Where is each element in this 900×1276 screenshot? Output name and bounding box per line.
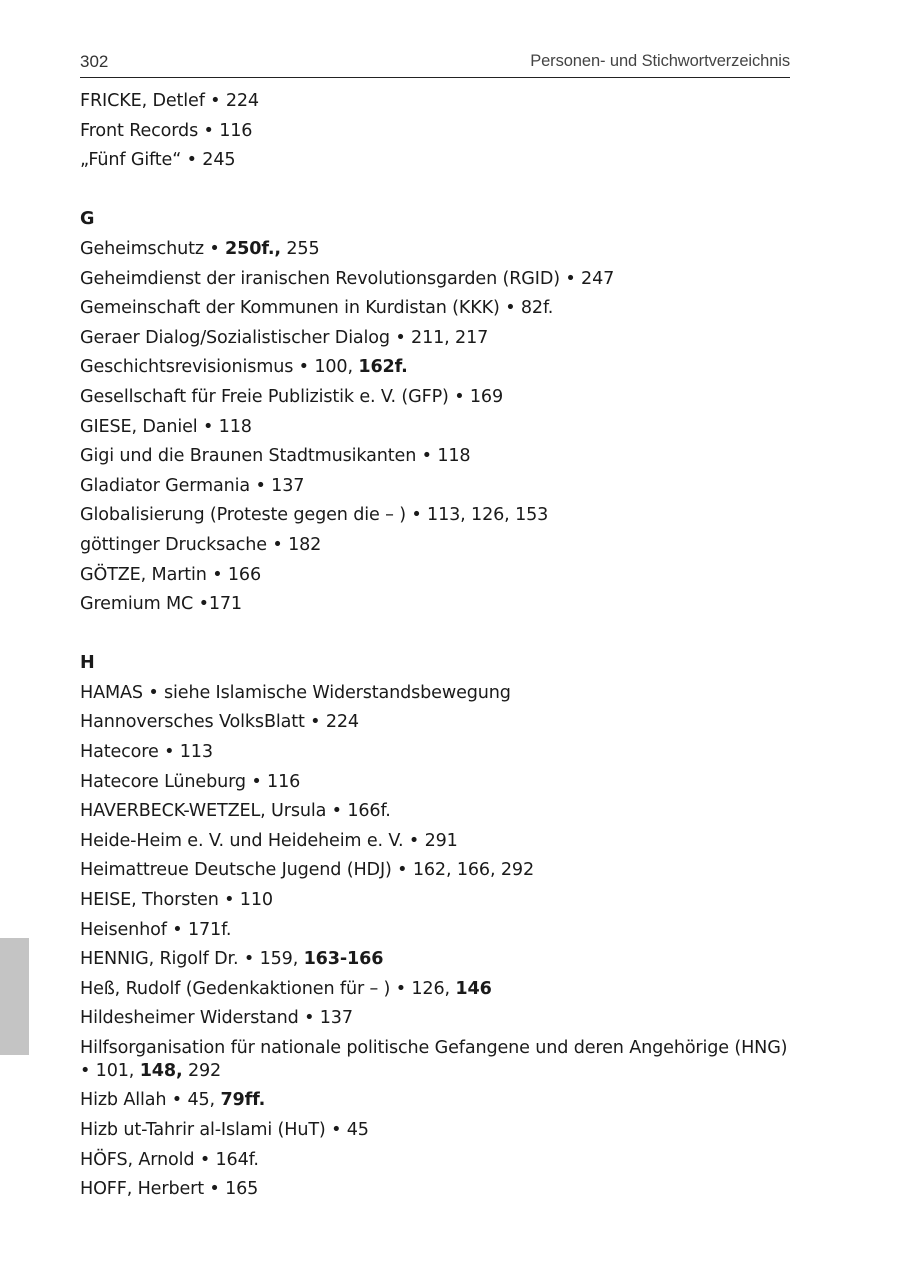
- index-list: [80, 87, 800, 1205]
- index-entry: Globalisierung (Proteste gegen die – ) • 113, 126, 153: [80, 505, 549, 526]
- index-entry: Hatecore • 113: [80, 742, 213, 763]
- index-entry: Hatecore Lüneburg • 116: [80, 771, 301, 792]
- index-entry: Hizb Allah • 45, 79ff.: [80, 1090, 266, 1111]
- index-entry: Heide-Heim e. V. und Heideheim e. V. • 291: [80, 830, 458, 851]
- index-entry: GIESE, Daniel • 118: [80, 416, 252, 437]
- index-entry: HENNIG, Rigolf Dr. • 159, 163-166: [80, 949, 384, 970]
- index-entry: Hannoversches VolksBlatt • 224: [80, 712, 359, 733]
- index-entry: Hildesheimer Widerstand • 137: [80, 1008, 353, 1029]
- index-entry: Gemeinschaft der Kommunen in Kurdistan (KKK) • 82f.: [80, 298, 554, 319]
- page-header: [80, 52, 790, 78]
- index-entry: Hizb ut-Tahrir al-Islami (HuT) • 45: [80, 1120, 369, 1140]
- thumb-index-tab: [0, 938, 29, 1055]
- index-entry: Heisenhof • 171f.: [80, 919, 232, 940]
- index-entry: Front Records • 116: [80, 120, 253, 141]
- index-entry: FRICKE, Detlef • 224: [80, 91, 259, 111]
- index-entry: GÖTZE, Martin • 166: [80, 564, 262, 585]
- section-letter-h: H: [80, 653, 95, 674]
- index-entry: HEISE, Thorsten • 110: [80, 890, 273, 911]
- index-entry: Hilfsorganisation für nationale politische Gefangene und deren Angehörige (HNG) • 101, 148, 292: [80, 1038, 788, 1082]
- index-entry: HAMAS • siehe Islamische Widerstandsbewegung: [80, 682, 511, 703]
- index-entry: Gigi und die Braunen Stadtmusikanten • 118: [80, 446, 471, 467]
- index-entry: Heß, Rudolf (Gedenkaktionen für – ) • 126, 146: [80, 978, 492, 999]
- index-entry: HÖFS, Arnold • 164f.: [80, 1149, 259, 1170]
- index-entry: Geheimschutz • 250f., 255: [80, 238, 320, 259]
- page-number: 302: [80, 52, 109, 71]
- index-entry: Heimattreue Deutsche Jugend (HDJ) • 162, 166, 292: [80, 860, 534, 881]
- index-entry: Gremium MC •171: [80, 594, 242, 615]
- index-entry: HAVERBECK-WETZEL, Ursula • 166f.: [80, 801, 391, 822]
- section-letter-g: G: [80, 209, 95, 230]
- index-entry: Geschichtsrevisionismus • 100, 162f.: [80, 357, 408, 378]
- index-entry: Gladiator Germania • 137: [80, 475, 305, 496]
- index-entry: göttinger Drucksache • 182: [80, 534, 322, 555]
- index-entry: Gesellschaft für Freie Publizistik e. V. (GFP) • 169: [80, 386, 504, 407]
- index-entry: Geraer Dialog/Sozialistischer Dialog • 211, 217: [80, 327, 489, 348]
- index-entry: HOFF, Herbert • 165: [80, 1179, 259, 1200]
- running-title: Personen- und Stichwortverzeichnis: [530, 52, 790, 70]
- index-entry: Geheimdienst der iranischen Revolutionsgarden (RGID) • 247: [80, 268, 615, 289]
- index-entry: „Fünf Gifte“ • 245: [80, 150, 236, 171]
